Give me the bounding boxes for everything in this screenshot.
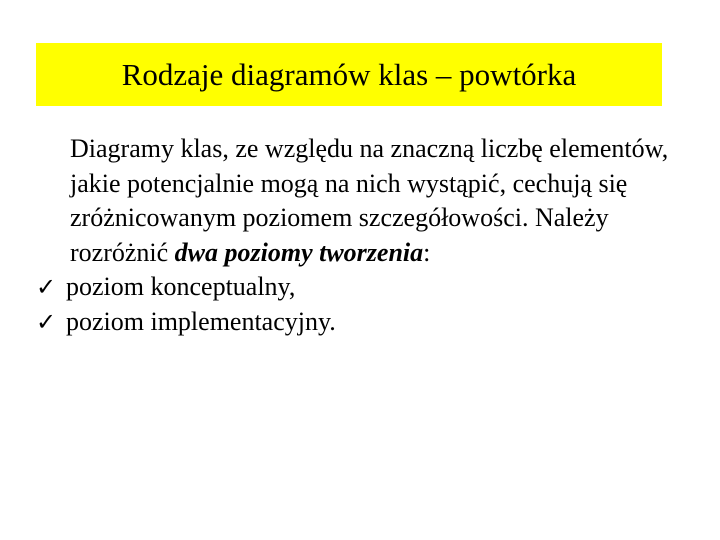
- checkmark-icon: ✓: [36, 307, 57, 336]
- slide-title: Rodzaje diagramów klas – powtórka: [121, 57, 577, 92]
- slide-body: [36, 132, 676, 339]
- intro-text: Diagramy klas, ze względu na znaczną liczbę elementów, jakie potencjalnie mogą na nich wystąpić, cechują się zróżnicowanym poziomem szczegółowości. Należy rozróżnić: [70, 134, 669, 267]
- bullet-text: poziom implementacyjny.: [66, 306, 336, 336]
- list-item: [36, 305, 676, 340]
- list-item: [36, 270, 676, 305]
- emphasis-suffix: :: [423, 237, 431, 267]
- title-banner: [36, 43, 662, 106]
- bullet-text: poziom konceptualny,: [66, 272, 296, 301]
- intro-paragraph: [36, 132, 676, 270]
- emphasis-text: dwa poziomy tworzenia: [174, 237, 424, 267]
- checkmark-icon: ✓: [36, 273, 57, 301]
- bullet-list: [36, 270, 676, 339]
